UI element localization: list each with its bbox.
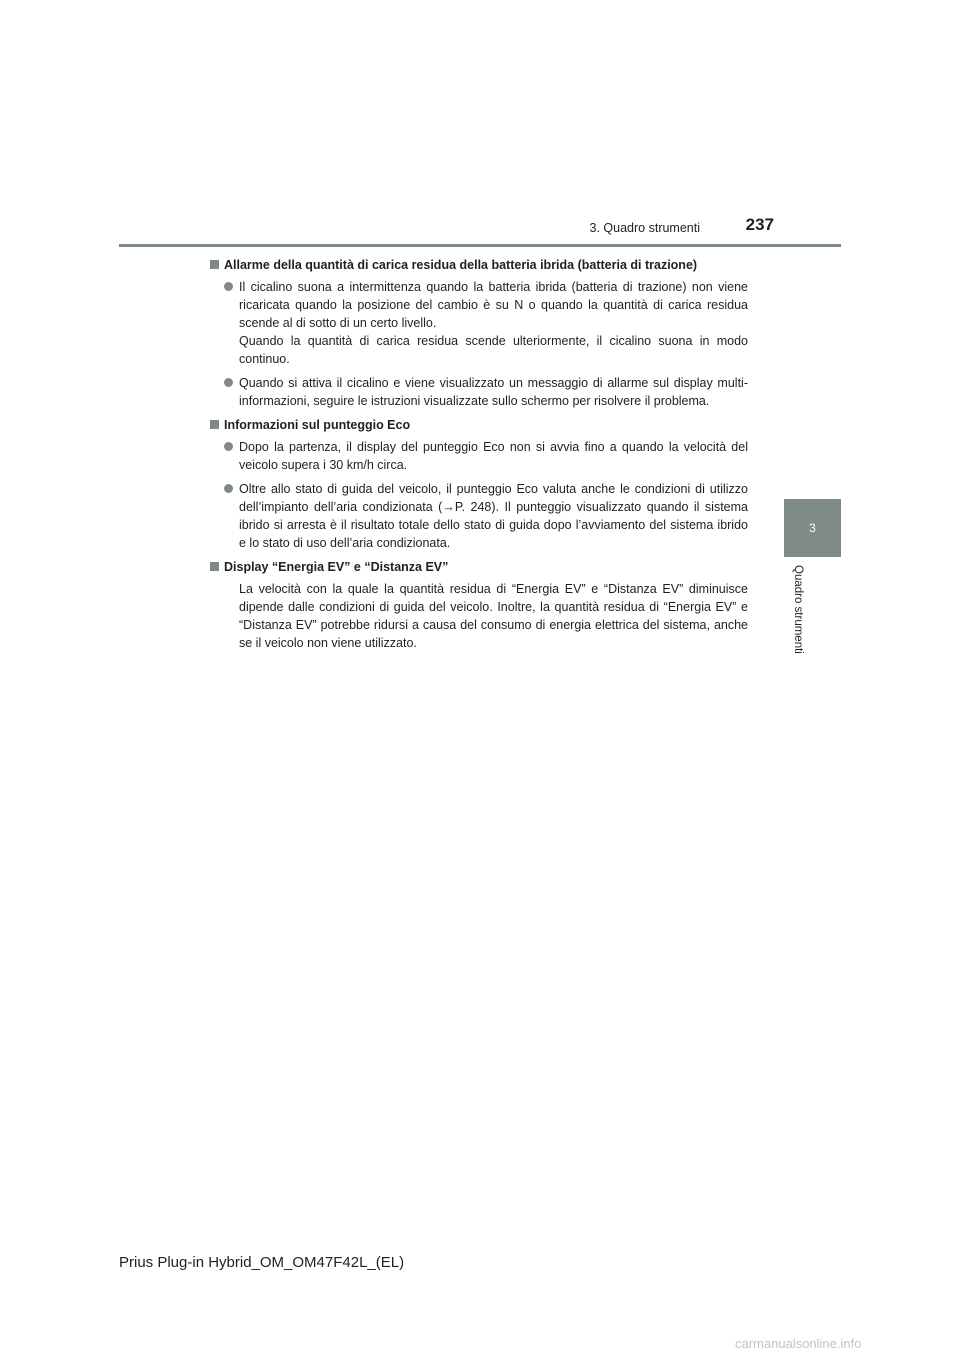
header-section-title: 3. Quadro strumenti bbox=[589, 221, 700, 235]
round-bullet-icon bbox=[224, 282, 233, 291]
paragraph: Dopo la partenza, il display del punteggio Eco non si avvia fino a quando la velocità del veicolo supera i 30 km/h circa. bbox=[239, 440, 748, 472]
round-bullet-icon bbox=[224, 484, 233, 493]
page-number: 237 bbox=[745, 215, 774, 234]
round-bullet-icon bbox=[224, 378, 233, 387]
section-battery-alarm bbox=[210, 256, 748, 410]
list-item bbox=[210, 438, 748, 474]
list-item bbox=[210, 374, 748, 410]
chapter-tab bbox=[784, 499, 841, 557]
footer-document-id: Prius Plug-in Hybrid_OM_OM47F42L_(EL) bbox=[119, 1254, 405, 1271]
page-content bbox=[210, 256, 748, 658]
paragraph: Il cicalino suona a intermittenza quando la batteria ibrida (batteria di trazione) non viene ricaricata quando la posizione del cambio è su N o quando la quantità di carica residua scende al di sotto di un certo livello. bbox=[239, 280, 748, 330]
section-body bbox=[210, 580, 748, 652]
paragraph: Oltre allo stato di guida del veicolo, il punteggio Eco valuta anche le condizioni di utilizzo dell’impianto dell’aria condizionata (→P. 248). Il punteggio visualizzato quando il sistema ibrido si arresta è il risultato totale dello stato di guida dopo l’avviamento del sistema ibrido e lo stato di uso dell’aria condizionata. bbox=[239, 482, 748, 550]
list-item bbox=[210, 480, 748, 552]
paragraph: Quando si attiva il cicalino e viene visualizzato un messaggio di allarme sul display multi-informazioni, seguire le istruzioni visualizzate sullo schermo per risolvere il problema. bbox=[239, 376, 748, 408]
section-heading bbox=[210, 416, 748, 434]
section-heading-text: Informazioni sul punteggio Eco bbox=[224, 418, 411, 432]
section-eco-score bbox=[210, 416, 748, 552]
paragraph: Quando la quantità di carica residua scende ulteriormente, il cicalino suona in modo continuo. bbox=[239, 334, 748, 366]
section-heading-text: Allarme della quantità di carica residua della batteria ibrida (batteria di trazione) bbox=[224, 258, 698, 272]
header-rule bbox=[119, 244, 841, 247]
square-bullet-icon bbox=[210, 260, 219, 269]
chapter-tab-number: 3 bbox=[809, 521, 816, 535]
square-bullet-icon bbox=[210, 562, 219, 571]
section-heading bbox=[210, 558, 748, 576]
watermark: carmanualsonline.info bbox=[735, 1336, 862, 1351]
list-item bbox=[210, 278, 748, 368]
square-bullet-icon bbox=[210, 420, 219, 429]
section-heading-text: Display “Energia EV” e “Distanza EV” bbox=[224, 560, 449, 574]
chapter-side-label: Quadro strumenti bbox=[792, 565, 804, 654]
section-ev-display bbox=[210, 558, 748, 652]
paragraph: La velocità con la quale la quantità residua di “Energia EV” e “Distanza EV” diminuisce dipende dalle condizioni di guida del veicolo. Inoltre, la quantità residua di “Energia EV” e “Distanza EV” potrebbe ridursi a causa del consumo di energia elettrica del sistema, anche se il veicolo non viene utilizzato. bbox=[239, 582, 748, 650]
round-bullet-icon bbox=[224, 442, 233, 451]
section-heading bbox=[210, 256, 748, 274]
